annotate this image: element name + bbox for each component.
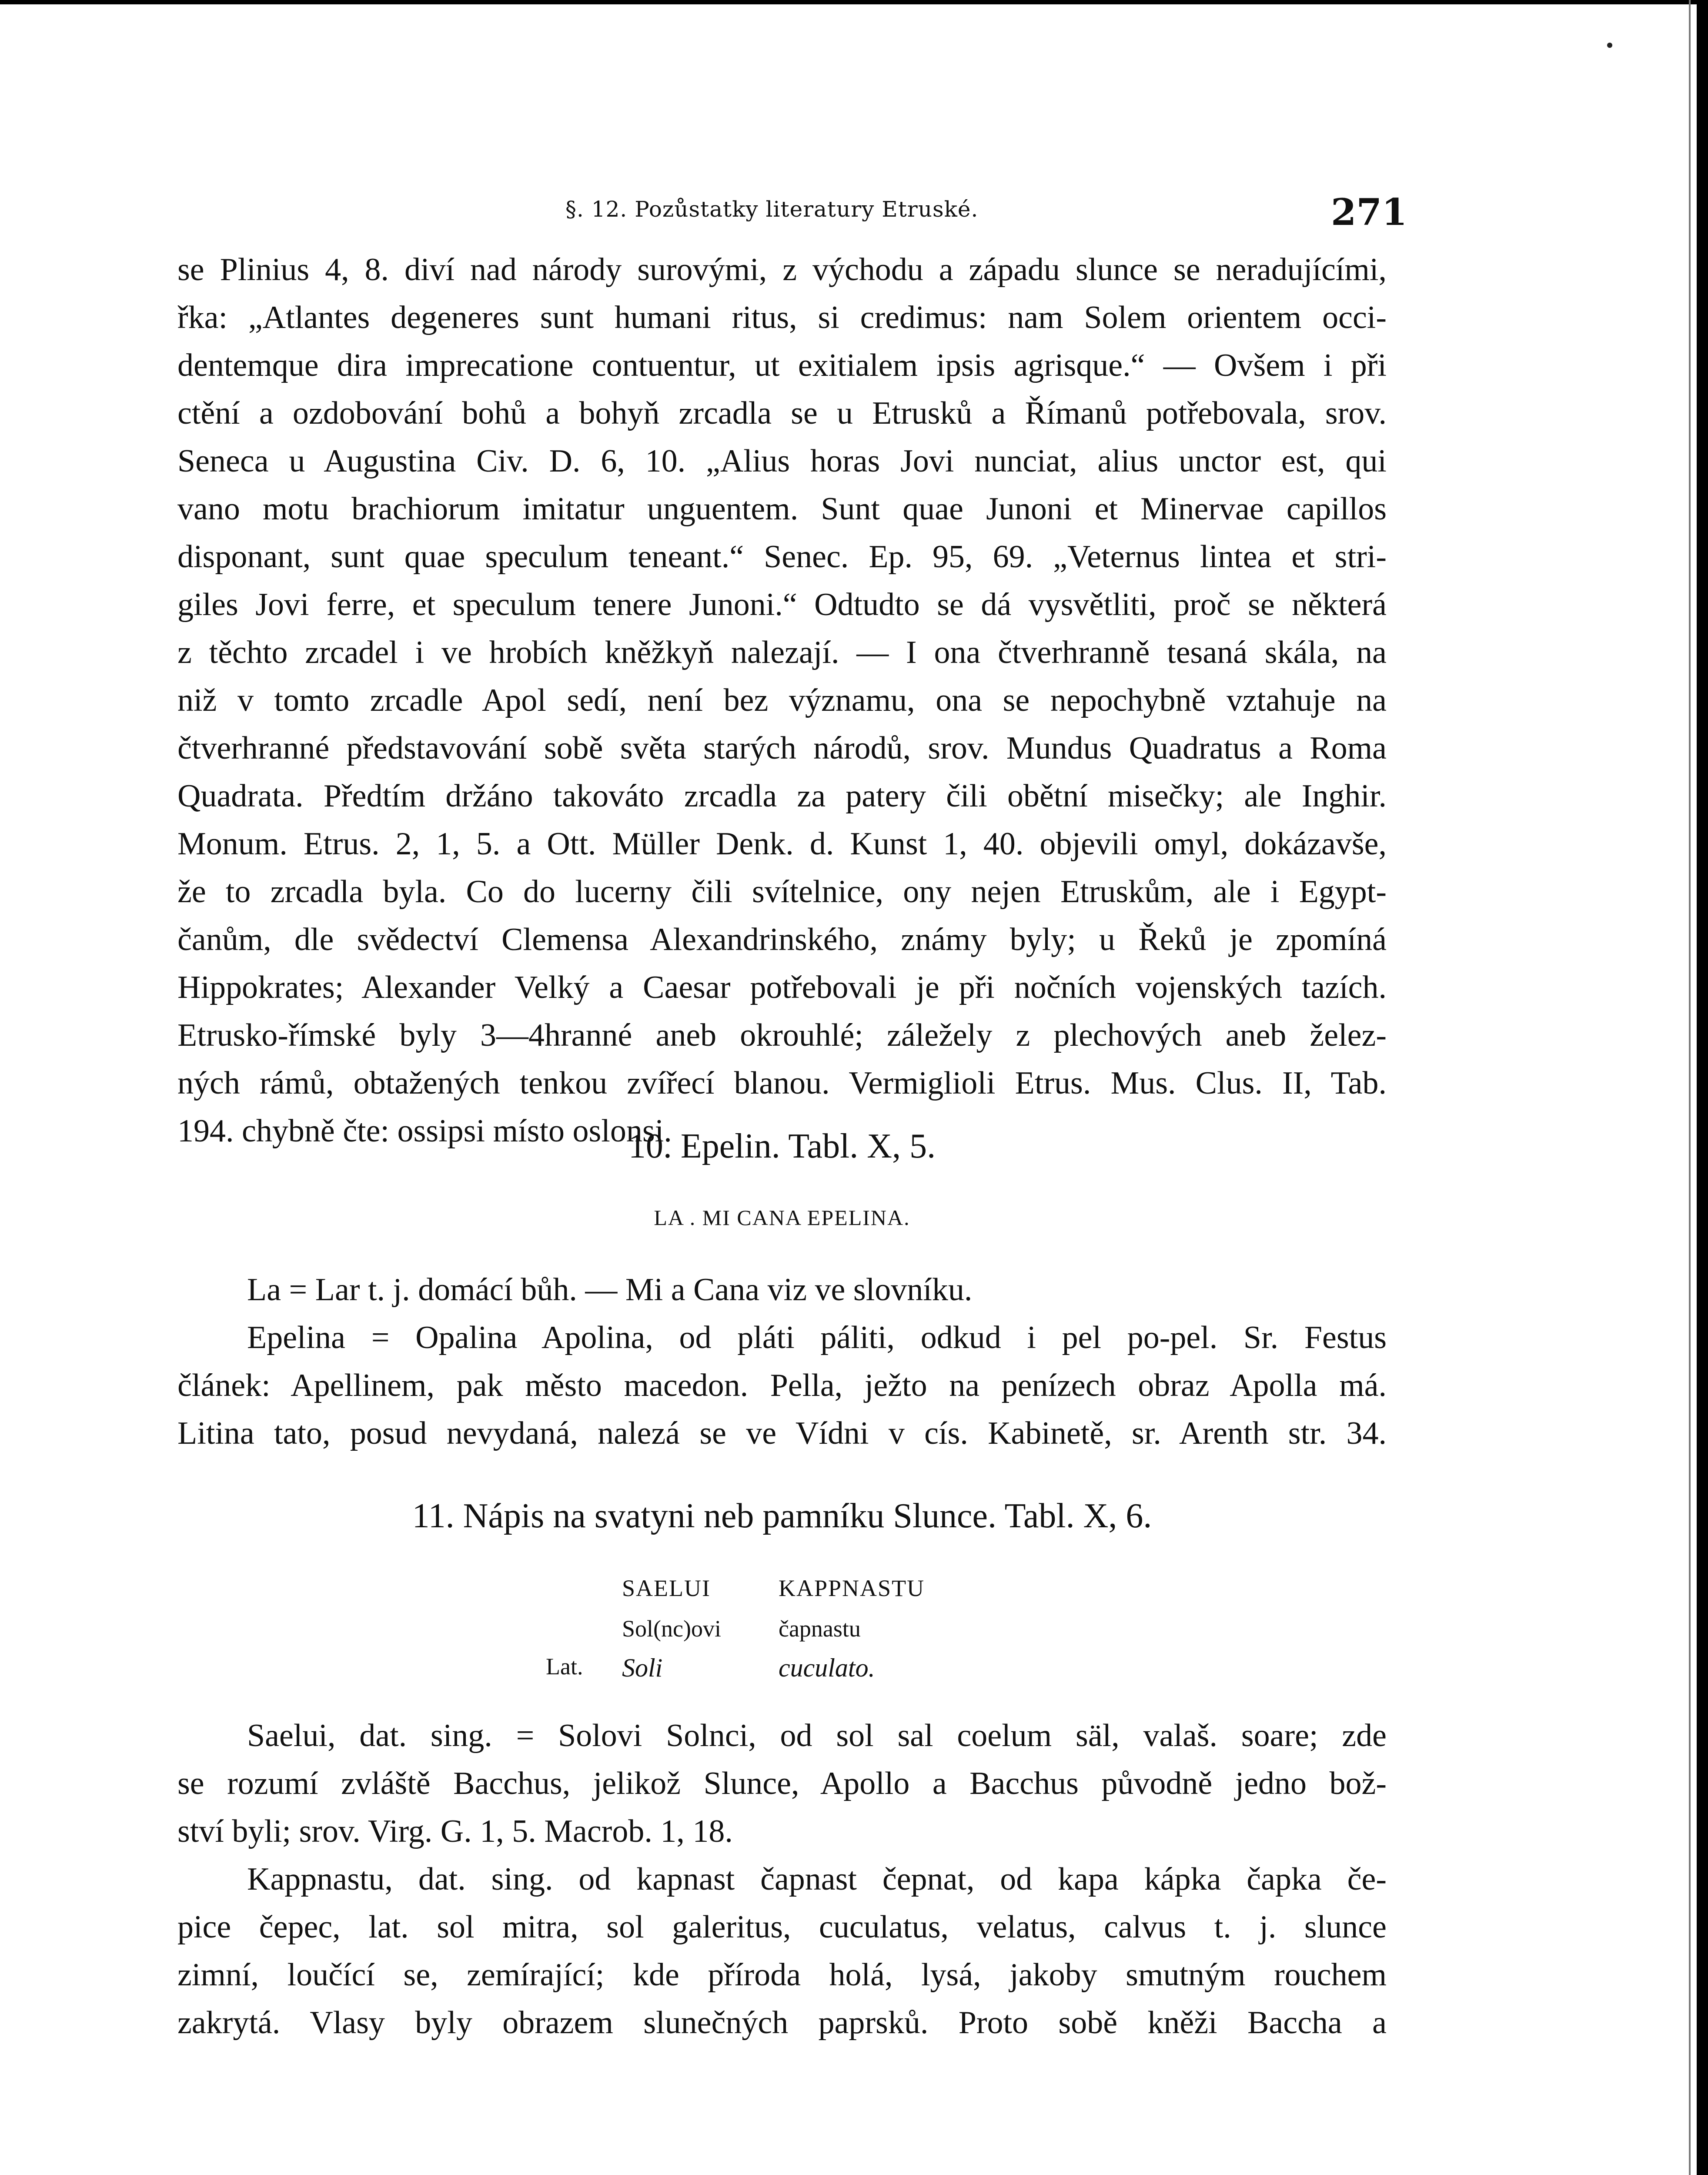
scan-speck [1607, 43, 1612, 48]
text-line: Quadrata. Předtím držáno takováto zrcadla za patery čili obětní misečky; ale Inghir. [177, 778, 1387, 814]
section-11-heading: 11. Nápis na svatyni neb pamníku Slunce. Tabl. X, 6. [412, 1497, 1152, 1535]
running-header: §. 12. Pozůstatky literatury Etruské. [565, 197, 979, 222]
text-line: se Plinius 4, 8. diví nad národy surovými, z východu a západu slunce se neradujícími, [177, 252, 1387, 288]
text-line: čanům, dle svědectví Clemensa Alexandrinského, známy byly; u Řeků je zpomíná [177, 922, 1387, 957]
text-line: Etrusko-římské byly 3—4hranné aneb okrouhlé; záležely z plechových aneb želez- [177, 1017, 1387, 1053]
text-line: Saelui, dat. sing. = Solovi Solnci, od sol sal coelum säl, valaš. soare; zde [247, 1718, 1387, 1753]
transliteration-word-1: Sol(nc)ovi [622, 1616, 721, 1642]
section-10-heading: 10. Epelin. Tabl. X, 5. [628, 1127, 936, 1165]
section-10-text [177, 1266, 1387, 1457]
text-line: zimní, loučící se, zemírající; kde příroda holá, lysá, jakoby smutným rouchem [177, 1957, 1387, 1993]
text-line: Litina tato, posud nevydaná, nalezá se ve Vídni v cís. Kabinetě, sr. Arenth str. 34. [177, 1415, 1387, 1451]
text-line: čtverhranné představování sobě světa starých národů, srov. Mundus Quadratus a Roma [177, 730, 1387, 766]
latin-word-2: cuculato. [779, 1653, 875, 1682]
scan-border-right [1697, 0, 1708, 2175]
text-line: Epelina = Opalina Apolina, od pláti páliti, odkud i pel po-pel. Sr. Festus [247, 1320, 1387, 1355]
paragraph-continued [177, 246, 1387, 1155]
text-line: že to zrcadla byla. Co do lucerny čili svítelnice, ony nejen Etruskům, ale i Egypt- [177, 874, 1387, 910]
text-line: 194. chybně čte: ossipsi místo oslonsi. [177, 1113, 672, 1149]
text-line: článek: Apellinem, pak město macedon. Pella, ježto na penízech obraz Apolla má. [177, 1368, 1387, 1403]
text-line: ných rámů, obtažených tenkou zvířecí blanou. Vermiglioli Etrus. Mus. Clus. II, Tab. [177, 1065, 1387, 1101]
inscription-word-2: KAPPNASTU [779, 1575, 925, 1601]
transliteration-word-2: čapnastu [779, 1616, 861, 1642]
text-line: ství byli; srov. Virg. G. 1, 5. Macrob. 1, 18. [177, 1814, 733, 1849]
latin-word-1: Soli [622, 1653, 663, 1682]
text-line: dentemque dira imprecatione contuentur, ut exitialem ipsis agrisque.“ — Ovšem i při [177, 348, 1387, 383]
text-line: Seneca u Augustina Civ. D. 6, 10. „Alius horas Jovi nunciat, alius unctor est, qui [177, 443, 1387, 479]
text-line: Kappnastu, dat. sing. od kapnast čapnast čepnat, od kapa kápka čapka če- [247, 1861, 1387, 1897]
inscription-word-1: SAELUI [622, 1575, 711, 1601]
text-line: La = Lar t. j. domácí bůh. — Mi a Cana viz ve slovníku. [247, 1272, 973, 1308]
section-10-inscription: LA . MI CANA EPELINA. [654, 1205, 910, 1230]
scan-border-top [0, 0, 1708, 4]
text-line: Monum. Etrus. 2, 1, 5. a Ott. Müller Denk. d. Kunst 1, 40. objevili omyl, dokázavše, [177, 826, 1387, 862]
text-line: pice čepec, lat. sol mitra, sol galeritus, cuculatus, velatus, calvus t. j. slunce [177, 1909, 1387, 1945]
text-line: z těchto zrcadel i ve hrobích kněžkyň nalezají. — I ona čtverhranně tesaná skála, na [177, 635, 1387, 670]
text-line: vano motu brachiorum imitatur unguentem. Sunt quae Junoni et Minervae capillos [177, 491, 1387, 527]
text-line: niž v tomto zrcadle Apol sedí, není bez významu, ona se nepochybně vztahuje na [177, 683, 1387, 718]
section-11-text [177, 1712, 1387, 2047]
text-line: ctění a ozdobování bohů a bohyň zrcadla se u Etrusků a Římanů potřebovala, srov. [177, 395, 1387, 431]
text-line: zakrytá. Vlasy byly obrazem slunečných paprsků. Proto sobě kněži Baccha a [177, 2005, 1387, 2041]
scan-border-right-inner [1689, 0, 1691, 2175]
page-number: 271 [1331, 191, 1407, 234]
latin-label: Lat. [546, 1653, 583, 1680]
text-line: se rozumí zvláště Bacchus, jelikož Slunce, Apollo a Bacchus původně jedno bož- [177, 1766, 1387, 1801]
text-line: Hippokrates; Alexander Velký a Caesar potřebovali je při nočních vojenských tazích. [177, 970, 1387, 1005]
text-line: řka: „Atlantes degeneres sunt humani ritus, si credimus: nam Solem orientem occi- [177, 300, 1387, 335]
text-line: disponant, sunt quae speculum teneant.“ Senec. Ep. 95, 69. „Veternus lintea et stri- [177, 539, 1387, 575]
text-line: giles Jovi ferre, et speculum tenere Junoni.“ Odtudto se dá vysvětliti, proč se některá [177, 587, 1387, 622]
